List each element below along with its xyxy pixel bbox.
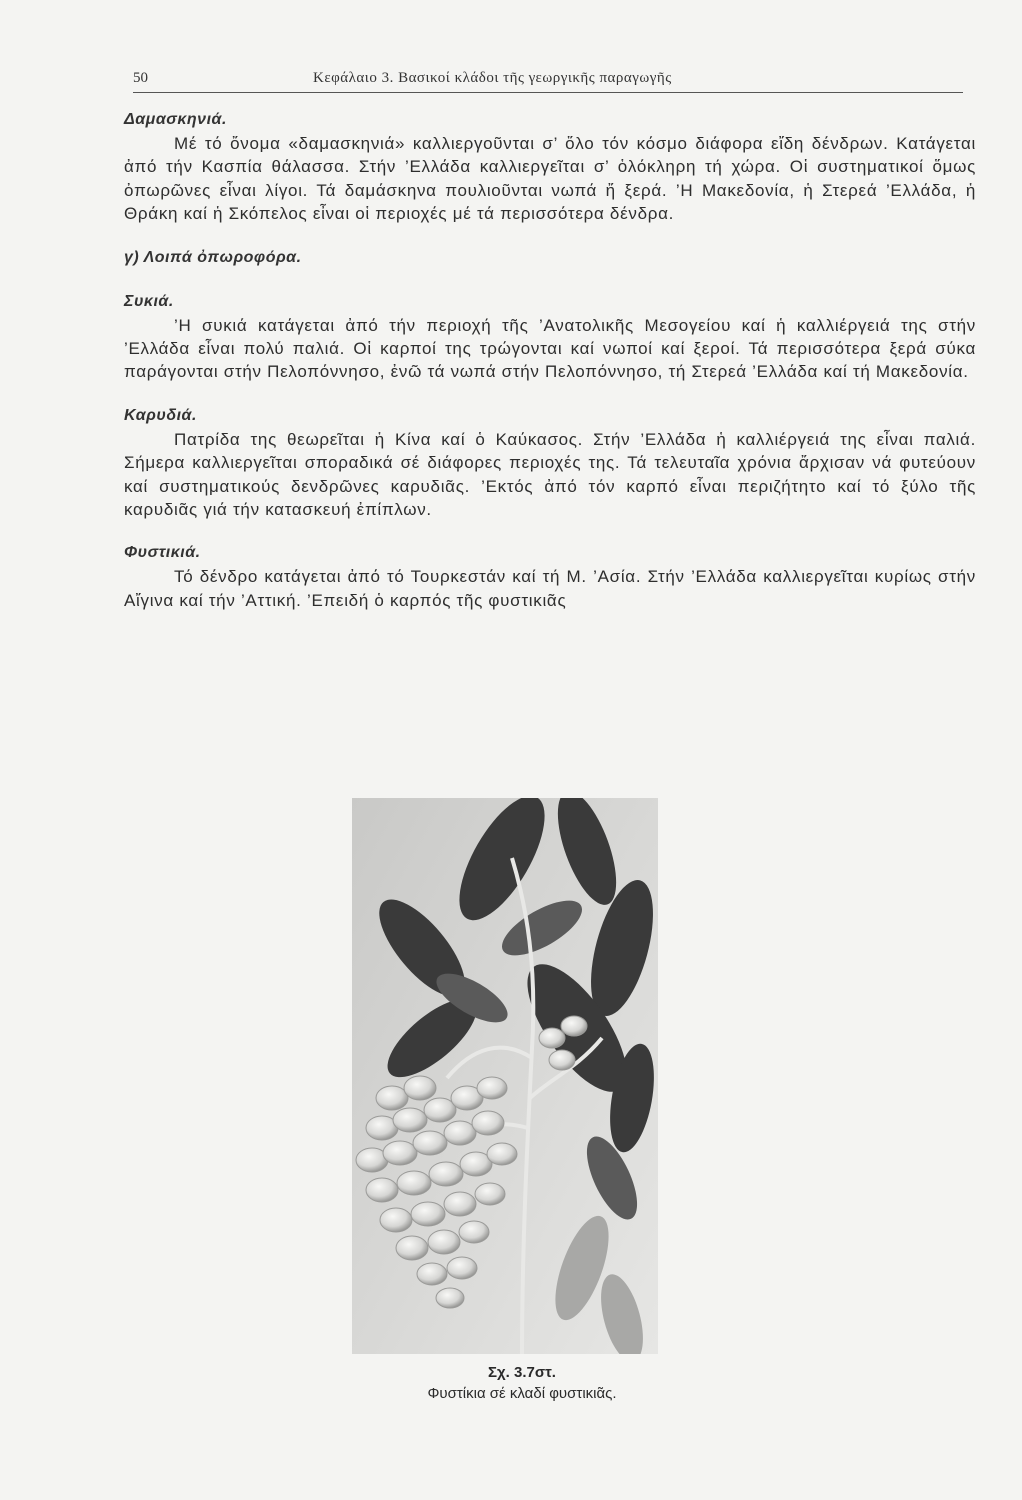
heading-fystikia: Φυστικιά. [124,544,201,562]
figure-caption-text: Φυστίκια σέ κλαδί φυστικιᾶς. [427,1385,617,1402]
figure-caption [352,1362,692,1404]
paragraph-karydia: Πατρίδα της θεωρεῖται ἡ Κίνα καί ὁ Καύκασος. Στήν ’Ελλάδα ἡ καλλιέργειά της εἶναι παλιά. Σήμερα καλλιεργεῖται σποραδικά σέ διάφορες περιοχές της. Τά τελευταῖα χρόνια ἄρχισαν νά φυτεύουν καί συστηματικούς δενδρῶνες καρυδιᾶς. ’Εκτός ἀπό τόν καρπό εἶναι περιζήτητο καί τό ξύλο τῆς καρυδιᾶς γιά τήν κατασκευή ἐπίπλων. [124,429,976,520]
page-header [133,66,963,93]
figure-label: Σχ. 3.7στ. [488,1364,556,1381]
chapter-title: Κεφάλαιο 3. Βασικοί κλάδοι τῆς γεωργικῆς παραγωγῆς [313,70,672,86]
pistachio-branch-photo [352,798,658,1354]
heading-loipa-oporofora: γ) Λοιπά ὀπωροφόρα. [124,248,302,266]
heading-sykia: Συκιά. [124,292,174,310]
paragraph-fystikia: Τό δένδρο κατάγεται ἀπό τό Τουρκεστάν καί τή Μ. ’Ασία. Στήν ’Ελλάδα καλλιεργεῖται κυρίως στήν Αἴγινα καί τήν ’Αττική. ’Επειδή ὁ καρπός τῆς φυστικιᾶς [124,567,976,610]
heading-karydia: Καρυδιά. [124,406,197,424]
page-body [124,108,976,612]
pistachio-branch-illustration [352,798,658,1354]
heading-damaskinia: Δαμασκηνιά. [124,111,227,128]
page-number: 50 [133,70,148,86]
paragraph-damaskinia: Μέ τό ὄνομα «δαμασκηνιά» καλλιεργοῦνται σ’ ὅλο τόν κόσμο διάφορα εἴδη δένδρων. Κατάγεται ἀπό τήν Κασπία θάλασσα. Στήν ’Ελλάδα καλλιεργεῖται σ’ ὁλόκληρη τή χώρα. Οἱ συστηματικοί ὅμως ὀπωρῶνες εἶναι λίγοι. Τά δαμάσκηνα πουλιοῦνται νωπά ἤ ξερά. ’Η Μακεδονία, ἡ Στερεά ’Ελλάδα, ἡ Θράκη καί ἡ Σκόπελος εἶναι οἱ περιοχές μέ τά περισσότερα δένδρα. [124,134,976,224]
paragraph-sykia: ’Η συκιά κατάγεται ἀπό τήν περιοχή τῆς ’Ανατολικῆς Μεσογείου καί ἡ καλλιέργειά της στήν ’Ελλάδα εἶναι πολύ παλιά. Οἱ καρποί της τρώγονται καί νωποί καί ξεροί. Τά περισσότερα ξερά σύκα παράγονται στήν Πελοπόννησο, ἐνῶ τά νωπά στήν Πελοπόννησο, τή Στερεά ’Ελλάδα καί τή Μακεδονία. [124,315,976,382]
